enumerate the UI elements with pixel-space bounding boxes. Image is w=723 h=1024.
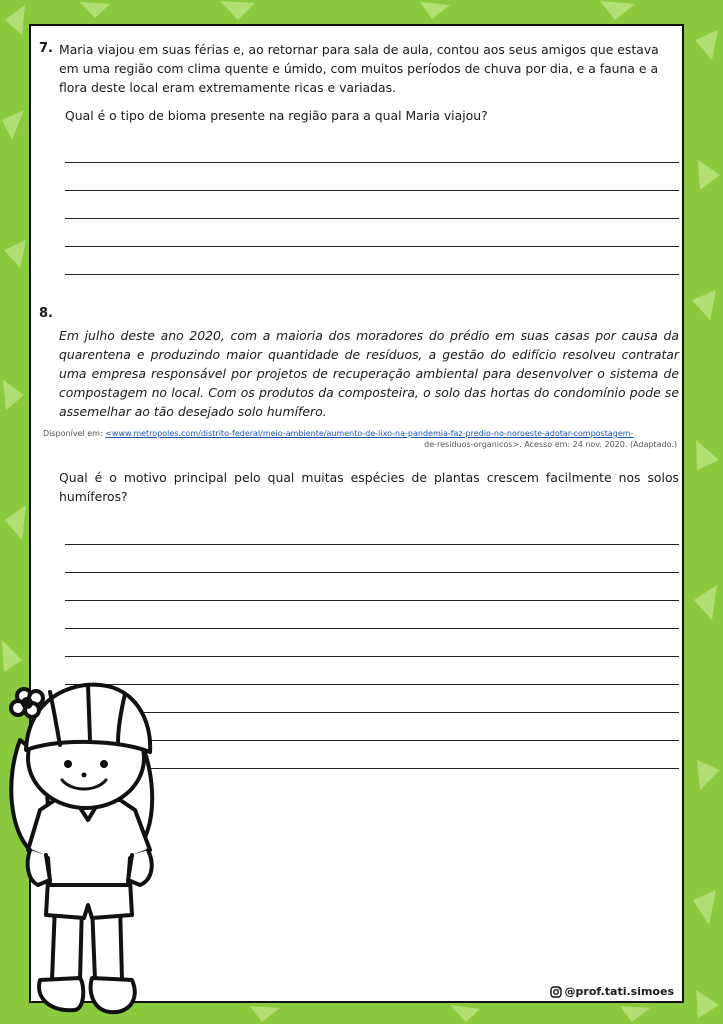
answer-line[interactable] bbox=[65, 162, 679, 163]
answer-line[interactable] bbox=[65, 218, 679, 219]
question-8-number: 8. bbox=[39, 306, 53, 321]
answer-line[interactable] bbox=[65, 274, 679, 275]
question-7-number: 7. bbox=[39, 41, 53, 56]
question-8-question: Qual é o motivo principal pelo qual muitas espécies de plantas crescem facilmente nos solos humíferos? bbox=[59, 470, 679, 504]
source-link[interactable]: <www.metropoles.com/distrito-federal/meio-ambiente/aumento-de-lixo-na-pandemia-faz-predio-no-noroeste-adotar-compostagem- bbox=[105, 429, 634, 438]
source-citation bbox=[43, 428, 683, 450]
answer-line[interactable] bbox=[65, 600, 679, 601]
author-handle bbox=[550, 985, 674, 998]
answer-line[interactable] bbox=[65, 246, 679, 247]
question-7-text: Maria viajou em suas férias e, ao retornar para sala de aula, contou aos seus amigos que estava em uma região com clima quente e úmido, com muitos períodos de chuva por dia, e a fauna e a flora deste local eram extremamente ricas e variadas. bbox=[59, 42, 659, 95]
answer-line[interactable] bbox=[65, 628, 679, 629]
author-handle-text: @prof.tati.simoes bbox=[564, 985, 674, 998]
source-prefix: Disponível em: bbox=[43, 429, 103, 438]
question-8-excerpt: Em julho deste ano 2020, com a maioria dos moradores do prédio em suas casas por causa da quarentena e produzindo maior quantidade de resíduos, a gestão do edifício resolveu contratar uma empresa responsável por projetos de recuperação ambiental para desenvolver o sistema de compostagem no local. Com os produtos da composteira, o solo das hortas do condomínio pode se assemelhar ao tão desejado solo humífero. bbox=[59, 328, 679, 419]
answer-line[interactable] bbox=[65, 656, 679, 657]
answer-line[interactable] bbox=[65, 572, 679, 573]
question-7-question: Qual é o tipo de bioma presente na região para a qual Maria viajou? bbox=[65, 108, 488, 123]
answer-line[interactable] bbox=[65, 190, 679, 191]
instagram-icon bbox=[550, 986, 562, 998]
answer-line[interactable] bbox=[65, 544, 679, 545]
girl-illustration bbox=[0, 680, 180, 1024]
source-suffix: de-residuos-organicos>. Acesso em: 24 nov. 2020. (Adaptado.) bbox=[424, 440, 677, 449]
